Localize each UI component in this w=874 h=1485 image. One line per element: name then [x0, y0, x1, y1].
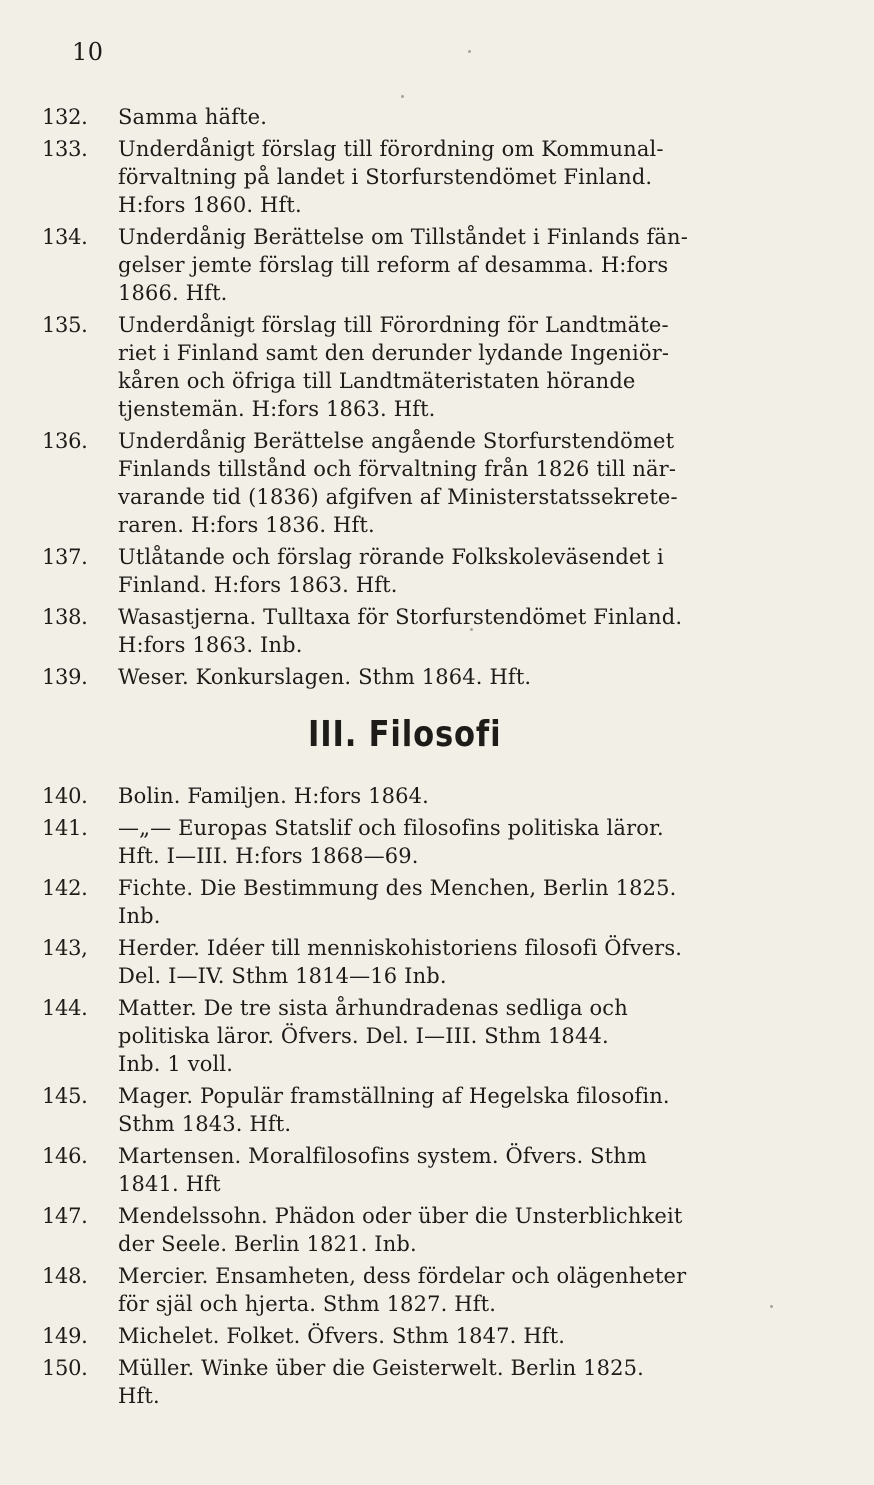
entry-text [118, 135, 788, 219]
entry-number: 150. [42, 1356, 88, 1380]
entry-line: riet i Finland samt den derunder lydande Ingeniör- [118, 341, 670, 365]
entry-number: 134. [42, 225, 88, 249]
entry-line: H:fors 1863. Inb. [118, 633, 303, 657]
entry-line: Wasastjerna. Tulltaxa för Storfurstendömet Finland. [118, 605, 683, 629]
entry-number: 138. [42, 605, 88, 629]
entry-line: Weser. Konkurslagen. Sthm 1864. Hft. [118, 665, 532, 689]
entry-line: —„— Europas Statslif och filosofins politiska läror. [118, 816, 664, 840]
entry-line: 1841. Hft [118, 1172, 221, 1196]
entry-line: Inb. 1 voll. [118, 1052, 234, 1076]
paper-speck [468, 50, 471, 53]
entry-number: 139. [42, 665, 88, 689]
entry-line: Inb. [118, 904, 161, 928]
entry-number: 143, [42, 936, 88, 960]
entry-line: Bolin. Familjen. H:fors 1864. [118, 784, 429, 808]
entry-line: Underdånig Berättelse om Tillståndet i Finlands fän- [118, 225, 688, 249]
entry-line: Fichte. Die Bestimmung des Menchen, Berlin 1825. [118, 876, 677, 900]
entry-line: Martensen. Moralfilosofins system. Öfvers. Sthm [118, 1144, 647, 1168]
paper-speck [470, 628, 473, 631]
entry-line: Finland. H:fors 1863. Hft. [118, 573, 398, 597]
paper-speck [770, 1305, 773, 1308]
entry-number: 146. [42, 1144, 88, 1168]
entry-line: Michelet. Folket. Öfvers. Sthm 1847. Hft. [118, 1324, 566, 1348]
entry-line: 1866. Hft. [118, 281, 228, 305]
entry-number: 144. [42, 996, 88, 1020]
entry-text [118, 543, 788, 599]
entry-line: politiska läror. Öfvers. Del. I—III. Sthm 1844. [118, 1024, 609, 1048]
entry-number: 149. [42, 1324, 88, 1348]
entry-text [118, 603, 788, 659]
entry-line: der Seele. Berlin 1821. Inb. [118, 1232, 417, 1256]
entry-line: Underdånig Berättelse angående Storfurstendömet [118, 429, 675, 453]
entry-line: Mager. Populär framställning af Hegelska filosofin. [118, 1084, 670, 1108]
entry-text [118, 994, 788, 1078]
entry-line: Matter. De tre sista århundradenas sedliga och [118, 996, 628, 1020]
section-title: III. Filosofi [308, 714, 502, 755]
entry-number: 141. [42, 816, 88, 840]
entry-line: för själ och hjerta. Sthm 1827. Hft. [118, 1292, 497, 1316]
entry-line: gelser jemte förslag till reform af desamma. H:fors [118, 253, 669, 277]
paper-speck [460, 1368, 463, 1371]
entry-line: förvaltning på landet i Storfurstendömet Finland. [118, 165, 653, 189]
entry-number: 145. [42, 1084, 88, 1108]
entry-line: Sthm 1843. Hft. [118, 1112, 292, 1136]
entry-number: 140. [42, 784, 88, 808]
entry-line: Utlåtande och förslag rörande Folkskoleväsendet i [118, 545, 664, 569]
entry-text [118, 782, 788, 810]
entry-text [118, 311, 788, 423]
entry-line: tjenstemän. H:fors 1863. Hft. [118, 397, 436, 421]
entry-text [118, 1202, 788, 1258]
entry-line: Underdånigt förslag till Förordning för Landtmäte- [118, 313, 669, 337]
entry-line: varande tid (1836) afgifven af Ministerstatssekrete- [118, 485, 678, 509]
entry-text [118, 103, 788, 131]
entry-text [118, 1354, 788, 1410]
entry-number: 133. [42, 137, 88, 161]
entry-number: 148. [42, 1264, 88, 1288]
entry-number: 136. [42, 429, 88, 453]
entry-text [118, 814, 788, 870]
entry-text [118, 1142, 788, 1198]
entry-number: 135. [42, 313, 88, 337]
entry-line: Herder. Idéer till menniskohistoriens filosofi Öfvers. [118, 936, 683, 960]
entry-number: 137. [42, 545, 88, 569]
entry-line: kåren och öfriga till Landtmäteristaten hörande [118, 369, 636, 393]
entry-line: Müller. Winke über die Geisterwelt. Berlin 1825. [118, 1356, 644, 1380]
entry-line: Underdånigt förslag till förordning om Kommunal- [118, 137, 664, 161]
entry-text [118, 223, 788, 307]
entry-text [118, 874, 788, 930]
entry-text [118, 1262, 788, 1318]
entry-text [118, 663, 788, 691]
entry-line: Hft. [118, 1384, 160, 1408]
entry-line: Hft. I—III. H:fors 1868—69. [118, 844, 419, 868]
entry-number: 132. [42, 105, 88, 129]
entry-number: 147. [42, 1204, 88, 1228]
entry-line: Mercier. Ensamheten, dess fördelar och olägenheter [118, 1264, 687, 1288]
entry-line: Samma häfte. [118, 105, 268, 129]
entry-line: H:fors 1860. Hft. [118, 193, 302, 217]
entry-line: Finlands tillstånd och förvaltning från 1826 till när- [118, 457, 677, 481]
page-number: 10 [72, 38, 104, 66]
entry-text [118, 1082, 788, 1138]
entry-line: raren. H:fors 1836. Hft. [118, 513, 375, 537]
entry-text [118, 934, 788, 990]
entry-text [118, 427, 788, 539]
entry-line: Mendelssohn. Phädon oder über die Unsterblichkeit [118, 1204, 683, 1228]
entry-line: Del. I—IV. Sthm 1814—16 Inb. [118, 964, 447, 988]
entry-text [118, 1322, 788, 1350]
paper-speck [401, 95, 404, 98]
entry-number: 142. [42, 876, 88, 900]
